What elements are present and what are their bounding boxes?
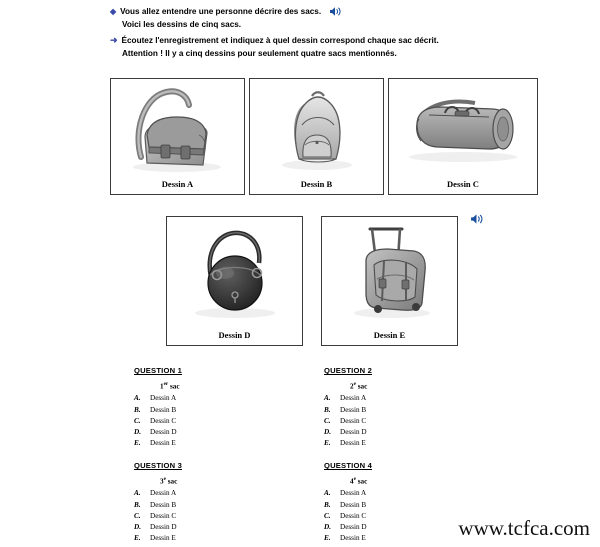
drawing-box-c[interactable] xyxy=(388,78,538,195)
option-letter: B. xyxy=(134,500,141,509)
round-shoulder-bag-illustration xyxy=(167,217,302,327)
option-letter: A. xyxy=(324,489,331,498)
option-letter: A. xyxy=(134,489,141,498)
option-label: Dessin D xyxy=(340,522,367,531)
option-row[interactable] xyxy=(324,438,372,449)
option-row[interactable] xyxy=(324,405,372,416)
option-label: Dessin A xyxy=(150,394,177,403)
option-row[interactable] xyxy=(324,393,372,404)
option-label: Dessin B xyxy=(150,405,177,414)
option-row[interactable] xyxy=(134,533,182,544)
option-letter: E. xyxy=(324,439,331,448)
caption-dessin-c: Dessin C xyxy=(447,179,479,189)
instruction-line-1 xyxy=(110,6,540,18)
option-row[interactable] xyxy=(134,393,182,404)
option-letter: D. xyxy=(134,427,141,436)
question-1-title: QUESTION 1 xyxy=(134,366,182,375)
option-label: Dessin C xyxy=(150,511,177,520)
rolling-suitcase-illustration xyxy=(322,217,457,327)
option-row[interactable] xyxy=(134,522,182,533)
option-letter: C. xyxy=(324,416,331,425)
option-letter: D. xyxy=(134,522,141,531)
option-letter: A. xyxy=(324,394,331,403)
option-row[interactable] xyxy=(324,416,372,427)
question-3-subtitle: 3e sac xyxy=(160,476,178,486)
option-letter: C. xyxy=(134,511,141,520)
option-letter: E. xyxy=(134,439,141,448)
question-2-subtitle: 2e sac xyxy=(350,381,368,391)
option-row[interactable] xyxy=(324,522,372,533)
option-letter: E. xyxy=(134,534,141,543)
option-label: Dessin A xyxy=(340,394,367,403)
caption-dessin-a: Dessin A xyxy=(161,179,194,189)
option-label: Dessin E xyxy=(340,439,366,448)
diamond-bullet-icon: ◆ xyxy=(110,7,117,16)
option-label: Dessin B xyxy=(340,405,367,414)
question-1-subtitle: 1er sac xyxy=(160,381,180,391)
option-letter: B. xyxy=(324,500,331,509)
drawing-box-a[interactable] xyxy=(110,78,245,195)
arrow-bullet-icon: ➜ xyxy=(110,34,118,45)
instructions-block xyxy=(110,6,540,60)
backpack-illustration xyxy=(250,79,383,176)
option-label: Dessin D xyxy=(150,427,177,436)
option-row[interactable] xyxy=(134,500,182,511)
instruction-1-subtext: Voici les dessins de cinq sacs. xyxy=(122,19,242,29)
speaker-icon-2[interactable] xyxy=(470,213,484,225)
option-row[interactable] xyxy=(134,427,182,438)
option-row[interactable] xyxy=(324,500,372,511)
option-label: Dessin B xyxy=(150,500,177,509)
option-row[interactable] xyxy=(134,405,182,416)
option-letter: B. xyxy=(134,405,141,414)
option-row[interactable] xyxy=(324,427,372,438)
messenger-bag-illustration xyxy=(111,79,244,176)
option-label: Dessin D xyxy=(340,427,367,436)
speaker-icon-1[interactable] xyxy=(329,6,342,17)
option-row[interactable] xyxy=(324,511,372,522)
instruction-2-subtext: Attention ! Il y a cinq dessins pour seulement quatre sacs mentionnés. xyxy=(122,48,397,58)
question-3-title: QUESTION 3 xyxy=(134,461,182,470)
option-label: Dessin E xyxy=(150,534,176,543)
instruction-1-text: Vous allez entendre une personne décrire des sacs. xyxy=(120,7,322,16)
option-row[interactable] xyxy=(324,533,372,544)
option-letter: C. xyxy=(134,416,141,425)
option-letter: A. xyxy=(134,394,141,403)
duffel-bag-illustration xyxy=(389,79,537,176)
option-row[interactable] xyxy=(134,511,182,522)
caption-dessin-d: Dessin D xyxy=(218,330,251,340)
question-block-1 xyxy=(134,366,182,449)
option-letter: C. xyxy=(324,511,331,520)
option-label: Dessin D xyxy=(150,522,177,531)
option-letter: E. xyxy=(324,534,331,543)
option-label: Dessin E xyxy=(340,534,366,543)
drawing-box-b[interactable] xyxy=(249,78,384,195)
drawing-box-d[interactable] xyxy=(166,216,303,346)
option-label: Dessin C xyxy=(150,416,177,425)
option-row[interactable] xyxy=(134,438,182,449)
option-row[interactable] xyxy=(134,416,182,427)
instruction-2-text: Écoutez l'enregistrement et indiquez à quel dessin correspond chaque sac décrit. xyxy=(121,35,439,45)
option-label: Dessin E xyxy=(150,439,176,448)
question-block-3 xyxy=(134,461,182,544)
option-label: Dessin C xyxy=(340,416,367,425)
question-2-title: QUESTION 2 xyxy=(324,366,372,375)
question-4-subtitle: 4e sac xyxy=(350,476,368,486)
option-letter: D. xyxy=(324,522,331,531)
option-row[interactable] xyxy=(134,488,182,499)
instruction-line-2 xyxy=(110,35,540,47)
question-block-4 xyxy=(324,461,372,544)
option-letter: D. xyxy=(324,427,331,436)
question-4-title: QUESTION 4 xyxy=(324,461,372,470)
caption-dessin-e: Dessin E xyxy=(373,330,406,340)
drawing-box-e[interactable] xyxy=(321,216,458,346)
site-watermark: www.tcfca.com xyxy=(458,516,590,540)
option-label: Dessin A xyxy=(150,489,177,498)
option-label: Dessin B xyxy=(340,500,367,509)
option-label: Dessin A xyxy=(340,489,367,498)
caption-dessin-b: Dessin B xyxy=(300,179,333,189)
question-block-2 xyxy=(324,366,372,449)
option-label: Dessin C xyxy=(340,511,367,520)
option-letter: B. xyxy=(324,405,331,414)
option-row[interactable] xyxy=(324,488,372,499)
